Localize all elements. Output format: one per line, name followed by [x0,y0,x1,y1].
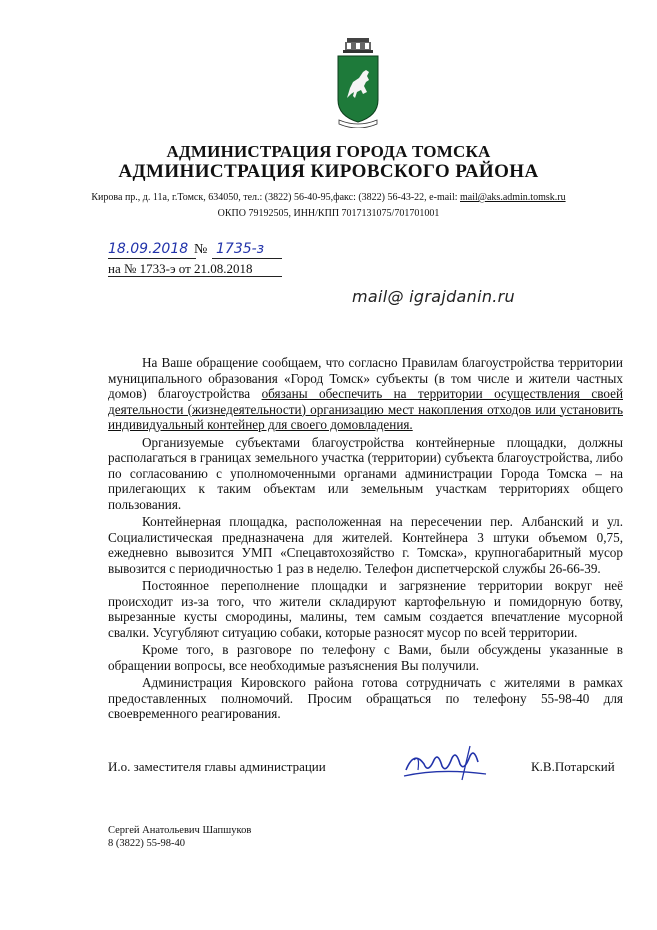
org-okpo-inn: ОКПО 79192505, ИНН/КПП 7017131075/701701001 [217,208,440,219]
org-address [0,192,657,203]
reference-underline [108,276,282,277]
paragraph-6: Администрация Кировского района готова сотрудничать с жителями в рамках предоставленных полномочий. Просим обращаться по телефону 55-98-40 для своевременного реагирования. [108,675,623,721]
handwritten-reg-number: 1735-з [216,241,265,257]
number-sign: № [194,242,208,257]
handwritten-date: 18.09.2018 [108,241,189,257]
paragraph-4: Постоянное переполнение площадки и загрязнение территории вокруг неё происходит из-за того, что жители складируют картофельную и помидорную ботву, вырезанные кусты смородины, малины, тем самым создается впечатление мусорной свалки. Усугубляют ситуацию собаки, которые разносят мусор по всей территории. [108,578,623,640]
tomsk-coat-of-arms [333,36,383,128]
signer-position: И.о. заместителя главы администрации [108,759,326,774]
paragraph-1-text: На Ваше обращение сообщаем, что согласно Правилам благоустройства территории муниципального образования «Город Томск» субъекты (в том числе и жители частных домов) благоустройства [108,355,623,401]
address-text: Кирова пр., д. 11а, г.Томск, 634050, тел.: (3822) 56-40-95,факс: (3822) 56-43-22, e-mail: [91,192,460,203]
date-underline [108,258,196,259]
executor-name: Сергей Анатольевич Шапшуков [108,825,252,836]
paragraph-1-underlined: обязаны обеспечить на территории осуществления своей деятельности (жизнедеятельности) организацию мест накопления отходов или установить индивидуальный контейнер для своего домовладения. [108,386,623,432]
handwritten-signature [400,740,496,784]
email-link[interactable]: mail@aks.admin.tomsk.ru [460,192,566,203]
signer-name: К.В.Потарский [531,759,615,774]
org-name-district: АДМИНИСТРАЦИЯ КИРОВСКОГО РАЙОНА [118,161,539,182]
paragraph-2: Организуемые субъектами благоустройства контейнерные площадки, должны располагаться в границах земельного участка (территории) субъекта благоустройства, либо по согласованию с уполномоченными органами администрации Города Томска – на прилегающих к таким объектам или земельным участкам территориях общего пользования. [108,434,623,512]
letter-body [108,355,623,724]
reference-line: на № 1733-э от 21.08.2018 [108,261,253,276]
paragraph-1 [108,355,623,433]
handwritten-addressee: mail@ igrajdanin.ru [352,287,515,306]
paragraph-5: Кроме того, в разговоре по телефону с Вами, были обсуждены указанные в обращении вопросы, все необходимые разъяснения Вы получили. [108,642,623,673]
paragraph-3: Контейнерная площадка, расположенная на пересечении пер. Албанский и ул. Социалистическая предназначена для жителей. Контейнера 3 штуки объемом 0,75, ежедневно вывозится УМП «Спецавтохозяйство г. Томска», крупногабаритный мусор вывозится с периодичностью 1 раз в неделю. Телефон диспетчерской службы 26-66-39. [108,514,623,576]
executor-phone: 8 (3822) 55-98-40 [108,838,185,849]
org-name-city: АДМИНИСТРАЦИЯ ГОРОДА ТОМСКА [166,142,491,161]
number-underline [212,258,282,259]
